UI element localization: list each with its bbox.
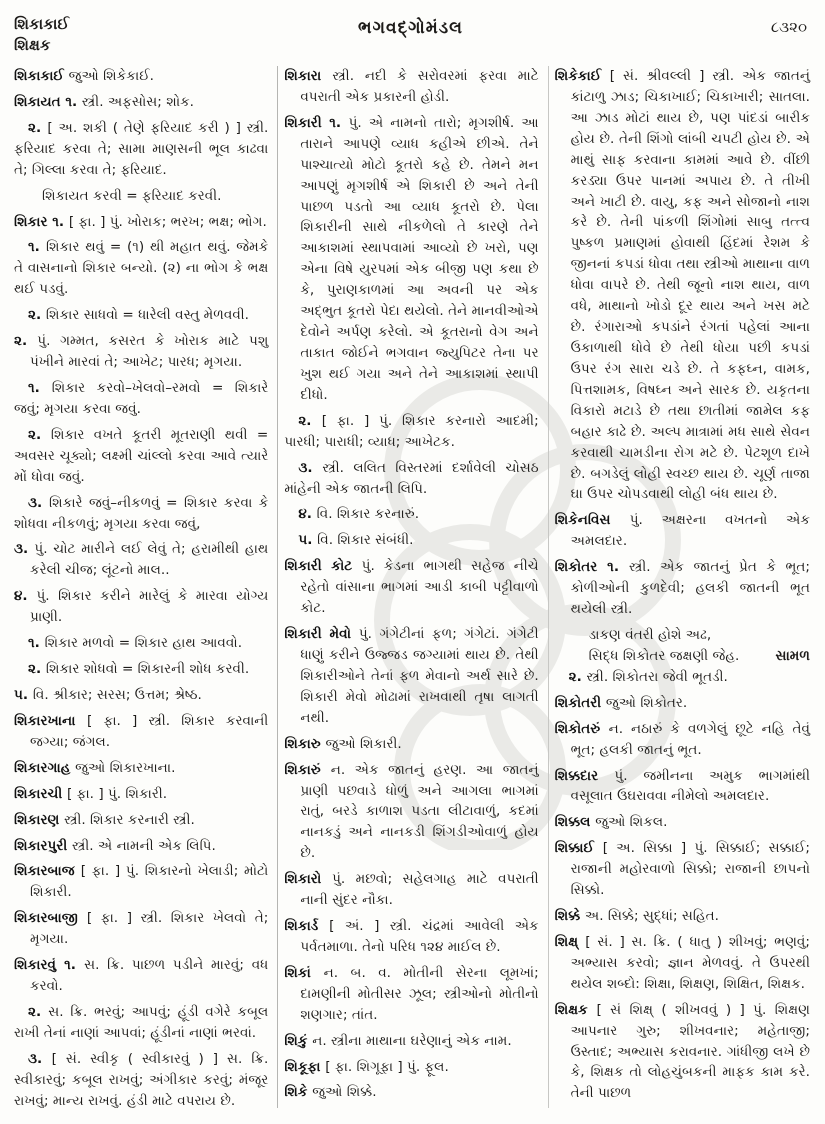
headword: ૫.: [298, 532, 318, 549]
dict-block: શિકાકાઈ જુઓ શિકેકાઈ.: [14, 68, 155, 84]
headword: શિકોતર ૧.: [554, 559, 629, 576]
dict-block: શિકોતરું ન. નઠારું કે વળગેલું છૂટે નહિ તેવું ભૂત; હલકી જાતનું ભૂત.: [554, 720, 810, 758]
headword: શિકારુ: [284, 735, 326, 752]
dict-block: સામળ સિદ્ધ શિકોતર જક્ષણી જેહ.: [555, 646, 810, 667]
headword: શિકે: [284, 1084, 313, 1101]
dict-block: શિક્ષ્ [ સં. ] સ. ક્રિ. ( ધાતુ ) શીખવું; ભણવું; અભ્યાસ કરવો; જ્ઞાન મેળવવું. તે ઉપરથી થયેલ શબ્દો: શિક્ષા, શિક્ષણ, શિક્ષિત, શિક્ષક.: [554, 933, 810, 992]
headword: શિકાં: [284, 964, 324, 981]
dict-block: ૩. શિકારે જવું–નીકળવું = શિકાર કરવા કે શોધવા નીકળવું; મૃગયા કરવા જવું,: [14, 494, 269, 532]
headword: ૧.: [28, 239, 46, 256]
dict-block: ૧. શિકાર મળવો = શિકાર હાથ આવવો.: [28, 635, 243, 652]
dict-block: શિકારખાના [ ફા. ] સ્ત્રી. શિકાર કરવાની જગ્યા; જંગલ.: [14, 712, 269, 750]
dict-block: શિકેનવિસ પું. અક્ષરના વખતનો એક અમલદાર.: [554, 512, 810, 550]
text-columns: [0, 60, 825, 1108]
dict-block: ૪. પું. શિકાર કરીને મારેલું કે મારવા યોગ્ય પ્રાણી.: [14, 588, 269, 626]
headword: ૩.: [14, 541, 35, 558]
headword: શિકોતરી: [554, 694, 606, 711]
headword: શિક્કલ: [554, 814, 596, 831]
headword: શિક્કાઈ: [554, 840, 603, 857]
headword: ૨.: [568, 668, 587, 685]
headword: શિકારા: [284, 68, 333, 84]
dict-block: શિકે જુઓ શિક્કે.: [284, 1084, 377, 1101]
headword: ૧.: [28, 379, 52, 396]
dict-block: શિકોતર ૧. સ્ત્રી. એક જાતનું પ્રેત કે ભૂત; કોળીઓની કુળદેવી; હલકી જાતની ભૂત થયેલી સ્ત્રી.: [554, 559, 810, 618]
headword: ૨.: [28, 307, 46, 324]
headword: શિકું: [284, 1032, 313, 1049]
dict-block: શિકેકાઈ [ સં. શ્રીવલ્લી ] સ્ત્રી. એક જાતનું કાંટાળુ ઝાડ; ચિકાખાઈ; ચિકાખારી; સાતલા. આ ઝાડ મોટાં થાય છે, પણ પાંદડાં બારીક હોય છે. તેની શિંગો લાંબી ચપટી હોય છે. એ માથું સાફ કરવાના કામમાં આવે છે. વીંછી કરડ્યા ઉપર પાનમાં અપાય છે. તે તીખી અને ખાટી છે. વાયુ, કફ અને સોજાનો નાશ કરે છે. તેની પાંકળી શિંગોમાં સાબુ તત્ત્વ પુષ્કળ પ્રમાણમાં હોવાથી હિંદમાં રેશમ કે જીનનાં કપડાં ધોવા તથા સ્ત્રીઓ માથાના વાળ ધોવા વાપરે છે. તેથી જૂનો નાશ થાય, વાળ વધે, માથાનો ખોડો દૂર થાય અને ખસ મટે છે. રંગારાઓ કપડાંને રંગતાં પહેલાં આના ઉકાળાથી ધોવે છે તેથી ધોયા પછી કપડાં ઉપર રંગ સારા ચડે છે. તે કફઘ્ન, વામક, પિત્તશામક, વિષઘ્ન અને સારક છે. યકૃતના વિકારો મટાડે છે તથા છાતીમાં જામેલ કફ બહાર કાઢે છે. અલ્પ માત્રામાં મધ સાથે સેવન કરવાથી ચામડીના રોગ મટે છે. પેટશૂળ દાખે છે. બગડેલું લોહી સ્વચ્છ થાય છે. ચૂર્ણ તાજા ઘા ઉપર ચોપડવાથી લોહી બંધ થાય છે.: [554, 68, 810, 503]
dict-block: શિકારચી [ ફા. ] પું. શિકારી.: [14, 785, 168, 802]
headword: શિકારબાજ: [14, 863, 81, 880]
column-1: [8, 66, 278, 1108]
dict-block: શિકારપુરી સ્ત્રી. એ નામની એક લિપિ.: [14, 837, 216, 854]
dict-block: શિકું ન. સ્ત્રીના માથાના ઘરેણાનું એક નામ.: [284, 1032, 512, 1049]
dict-block: ૨. શિકાર શોધવો = શિકારની શોધ કરવી.: [28, 661, 250, 678]
dict-block: શિક્કદાર પું. જમીનના અમુક ભાગમાંથી વસૂલાત ઉઘરાવવા નીમેલો અમલદાર.: [554, 767, 810, 805]
dict-block: ૫. વિ. શિકાર સંબંધી.: [298, 532, 414, 549]
page-title: ભગવદ્ગોમંડલ: [358, 18, 463, 38]
headword: ૨.: [298, 412, 322, 429]
dict-block: શિક્ષક [ સં શિક્ષ્ ( શીખવવું ) ] પું. શિક્ષણ આપનાર ગુરુ; શીખવનાર; મહેતાજી; ઉસ્તાદ; અભ્યાસ કરાવનાર. ગાંધીજી લખે છે કે, શિક્ષક તો લોહચુંબકની માફક કામ કરે. તેની પાછળ: [554, 1001, 810, 1102]
headword: શિકારગાહ: [14, 759, 76, 776]
column-3: [549, 66, 819, 1108]
headword: ૨.: [28, 119, 48, 136]
headword: શિકાર ૧.: [14, 213, 69, 230]
guide-word-first: શિકાકાઈ: [14, 15, 70, 33]
headword: શિક્ષક: [554, 1001, 597, 1018]
dict-block: શિકારણ સ્ત્રી. શિકાર કરનારી સ્ત્રી.: [14, 811, 195, 828]
dict-block: શિકાર ૧. [ ફા. ] પું. ખોરાક; ભરખ; ભક્ષ; ભોગ.: [14, 213, 267, 230]
dict-block: ૨. પું. ગમ્મત, કસરત કે ખોરાક માટે પશુ પંખીને મારવાં તે; આખેટ; પારધ; મૃગયા.: [14, 333, 269, 371]
column-2: [278, 66, 548, 1108]
headword: ૨.: [28, 1003, 49, 1020]
dict-block: શિકારબાજી [ ફા. ] સ્ત્રી. શિકાર ખેલવો તે; મૃગયા.: [14, 910, 269, 948]
headword: શિકારખાના: [14, 712, 88, 729]
dict-block: ૧. શિકાર કરવો–ખેલવો–રમવો = શિકારે જવું; મૃગયા કરવા જવું.: [14, 379, 269, 417]
dict-block: ૨. સ્ત્રી. શિકોતરા જેવી ભૂતડી.: [568, 668, 728, 685]
headword: ૫.: [14, 686, 33, 703]
headword: ૪.: [14, 588, 37, 605]
headword: શિકારો: [284, 871, 333, 888]
headword: ૩.: [298, 459, 323, 476]
dict-block: ૨. [ ફા. ] પું. શિકાર કરનારો આદમી; પારધી; પારાધી; વ્યાધ; આખેટક.: [284, 412, 539, 450]
dict-block: ૧. શિકાર થવું = (૧) થી મહાત થવું. જેમકે તે વાસનાનો શિકાર બન્યો. (૨) ના ભોગ કે ભક્ષ થઈ પડવું.: [14, 239, 269, 298]
page-header: [0, 0, 825, 60]
dict-block: ૨. સ. ક્રિ. ભરવું; આપવું; હૂંડી વગેરે કબૂલ રાખી તેનાં નાણાં આપવાં; હૂંડીનાં નાણાં ભરવાં.: [14, 1003, 269, 1041]
dict-block: ૫. વિ. શ્રીકાર; સરસ; ઉત્તમ; શ્રેષ્ઠ.: [14, 686, 202, 703]
dict-block: શિકારગાહ જુઓ શિકારખાના.: [14, 759, 176, 776]
headword: શિકાર્ડ: [284, 918, 330, 935]
dict-block: શિકોતરી જુઓ શિકોતર.: [554, 694, 688, 711]
dict-block: ડાકણ વંતરી હોશે અઢ,: [588, 626, 712, 643]
dict-block: શિકાયત ૧. સ્ત્રી. અફસોસ; શોક.: [14, 93, 195, 110]
dict-block: શિકારી કોટ પું. કેડના ભાગથી સહેજ નીચે રહેતો વાંસાના ભાગમાં આડી કાબી પટ્ટીવાળો કોટ.: [284, 558, 539, 617]
headword: શિકેનવિસ: [554, 512, 630, 529]
dict-block: ૨. [ અ. શકી ( તેણે ફરિયાદ કરી ) ] સ્ત્રી. ફરિયાદ કરવા તે; સામા માણસની ભૂલ કાઢવા તે; ગિલ્લા કરવા તે; ફરિયાદ.: [14, 119, 269, 178]
dict-block: શિકારી મેવો પું. ગંગેટીનાં ફળ; ગંગેટાં. ગંગેટી ધાણું કરીને ઉજ્જડ જગ્યામાં થાય છે. તેથી શિકારીઓને તેનાં ફળ મેવાનો અર્થ સારે છે. શિકારી મેવો મોઢામાં રાખવાથી તૃષા લાગતી નથી.: [284, 626, 539, 726]
headword: શિકારી ૧.: [284, 114, 349, 131]
dict-block: શિક્કલ જુઓ શિકલ.: [554, 814, 668, 831]
dict-block: શિકારી ૧. પું. એ નામનો તારો; મૃગશીર્ષ. આ તારાને આપણે વ્યાધ કહીએ છીએ. તેને પાશ્ચાત્યો મોટો કૂતરો કહે છે. તેમને મન આપણું મૃગશીર્ષ એ શિકારી છે અને તેની પાછળ પડતો આ વ્યાધ કૂતરો છે. પેલા શિકારીની સાથે નીકળેલો તે કારણે તેને આકાશમાં સ્થાપવામાં આવ્યો છે ખરો, પણ એના વિષે યુરપમાં એક બીજી પણ કથા છે કે, પુરાણકાળમાં આ અવની પર એક અદ્ભુત કૂતરો પેદા થયેલો. તેને માનવીઓએ દેવોને અર્પણ કરેલો. એ કૂતરાનો વેગ અને તાકાત જોઈને ભગવાન જ્યુપિટર તેના પર ખુશ થઈ ગયા અને તેને આકાશમાં સ્થાપી દીધો.: [284, 114, 539, 403]
dict-block: શિકારુ જુઓ શિકારી.: [284, 735, 402, 752]
dict-block: ૨. શિકાર સાધવો = ધારેલી વસ્તુ મેળવવી.: [28, 307, 249, 324]
headword: ૩.: [28, 1050, 52, 1067]
dict-block: શિક્કે અ. સિક્કે; સુદ્ધાં; સહિત.: [554, 908, 719, 925]
headword: ૨.: [28, 661, 46, 678]
headword: શિકારબાજી: [14, 910, 87, 927]
headword: ૨.: [14, 333, 38, 350]
headword: શિકાયત ૧.: [14, 93, 82, 110]
headword: શિક્ષ્: [554, 933, 586, 950]
headword: શિકેકાઈ: [554, 68, 610, 84]
dict-block: શિકારું ન. એક જાતનું હરણ. આ જાતનું પ્રાણી પછવાડે ધોળું અને આગલા ભાગમાં રાતું, બરડે કાળાશ પડતા લીટાવાળું, કદમાં નાનકડું અને નાનકડી શિંગડીઓવાળું હોય છે.: [284, 761, 539, 862]
headword: શિકાકાઈ: [14, 68, 69, 84]
dict-block: શિકારો પું. મછવો; સહેલગાહ માટે વપરાતી નાની સુંદર નૌકા.: [284, 871, 539, 909]
headword: શિક્કદાર: [554, 767, 615, 784]
guide-word-last: શિક્ષક: [14, 36, 51, 54]
headword: શિકારી મેવો: [284, 626, 359, 643]
headword: શિક્કે: [554, 908, 585, 925]
dict-block: ૩. [ સં. સ્વીકૃ ( સ્વીકારવું ) ] સ. ક્રિ. સ્વીકારવું; કબૂલ રાખવું; અંગીકાર કરવું; મંજૂર રાખવું; માન્ય રાખવું. હૂંડી માટે વપરાય છે.: [14, 1050, 269, 1108]
dict-block: ૩. પું. ચોટ મારીને લઈ લેવું તે; હરામીથી હાથ કરેલી ચીજ; લૂંટનો માલ..: [14, 541, 269, 579]
dict-block: શિકાં ન. બ. વ. મોતીની સેરના લૂમખાં; દામણીની મોતીસર ઝૂલ; સ્ત્રીઓનો મોતીનો શણગાર; તાંત.: [284, 964, 539, 1023]
headword: શિકારું: [284, 761, 331, 778]
guide-words: [14, 14, 194, 56]
headword: ૨.: [28, 426, 51, 443]
dict-block: ૩. સ્ત્રી. લલિત વિસ્તરમાં દર્શાવેલી ચોસઠ માંહેની એક જાતની લિપિ.: [284, 459, 539, 497]
dict-block: શિકારવું ૧. સ. ક્રિ. પાછળ પડીને મારવું; વધ કરવો.: [14, 957, 269, 995]
page-number: ૮૩૨૦: [770, 18, 807, 36]
headword: શિકારપુરી: [14, 837, 72, 854]
dict-block: શિકાયત કરવી = ફરિયાદ કરવી.: [42, 187, 222, 204]
dict-block: શિકૂફા [ ફા. શિગૂફા ] પું. ફૂલ.: [284, 1058, 449, 1075]
dict-block: ૨. શિકાર વખતે કૂતરી મૂતરાણી થવી = અવસર ચૂક્યો; લક્ષ્મી ચાંલ્લો કરવા આવે ત્યારે મોં ધોવા જવું.: [14, 426, 269, 485]
headword: શિકૂફા: [284, 1058, 326, 1075]
dict-block: શિકાર્ડ [ અં. ] સ્ત્રી. ચંદ્રમાં આવેલી એક પર્વતમાળા. તેનો પરિધ ૧૨૪ માઈલ છે.: [284, 918, 539, 955]
headword: શિકારવું ૧.: [14, 957, 85, 974]
dict-block: શિકારબાજ [ ફા. ] પું. શિકારનો ખેલાડી; મોટો શિકારી.: [14, 863, 269, 901]
headword: ૩.: [28, 494, 50, 511]
headword: ૧.: [28, 635, 45, 652]
dict-block: શિકારા સ્ત્રી. નદી કે સરોવરમાં ફરવા માટે વપરાતી એક પ્રકારની હોડી.: [284, 68, 539, 105]
headword: શિકોતરું: [554, 720, 609, 737]
headword: શિકારચી: [14, 785, 68, 802]
dict-block: શિક્કાઈ [ અ. સિક્કા ] પું. સિક્કાઈ; સક્કાઈ; રાજાની મહોરવાળો સિક્કો; રાજાની છાપનો સિક્કો.: [554, 840, 810, 899]
dict-block: ૪. વિ. શિકાર કરનારું.: [298, 506, 420, 523]
verse-attribution: સામળ: [775, 647, 810, 664]
headword: ૪.: [298, 506, 317, 523]
headword: શિકારી કોટ: [284, 558, 362, 575]
headword: શિકારણ: [14, 811, 65, 828]
